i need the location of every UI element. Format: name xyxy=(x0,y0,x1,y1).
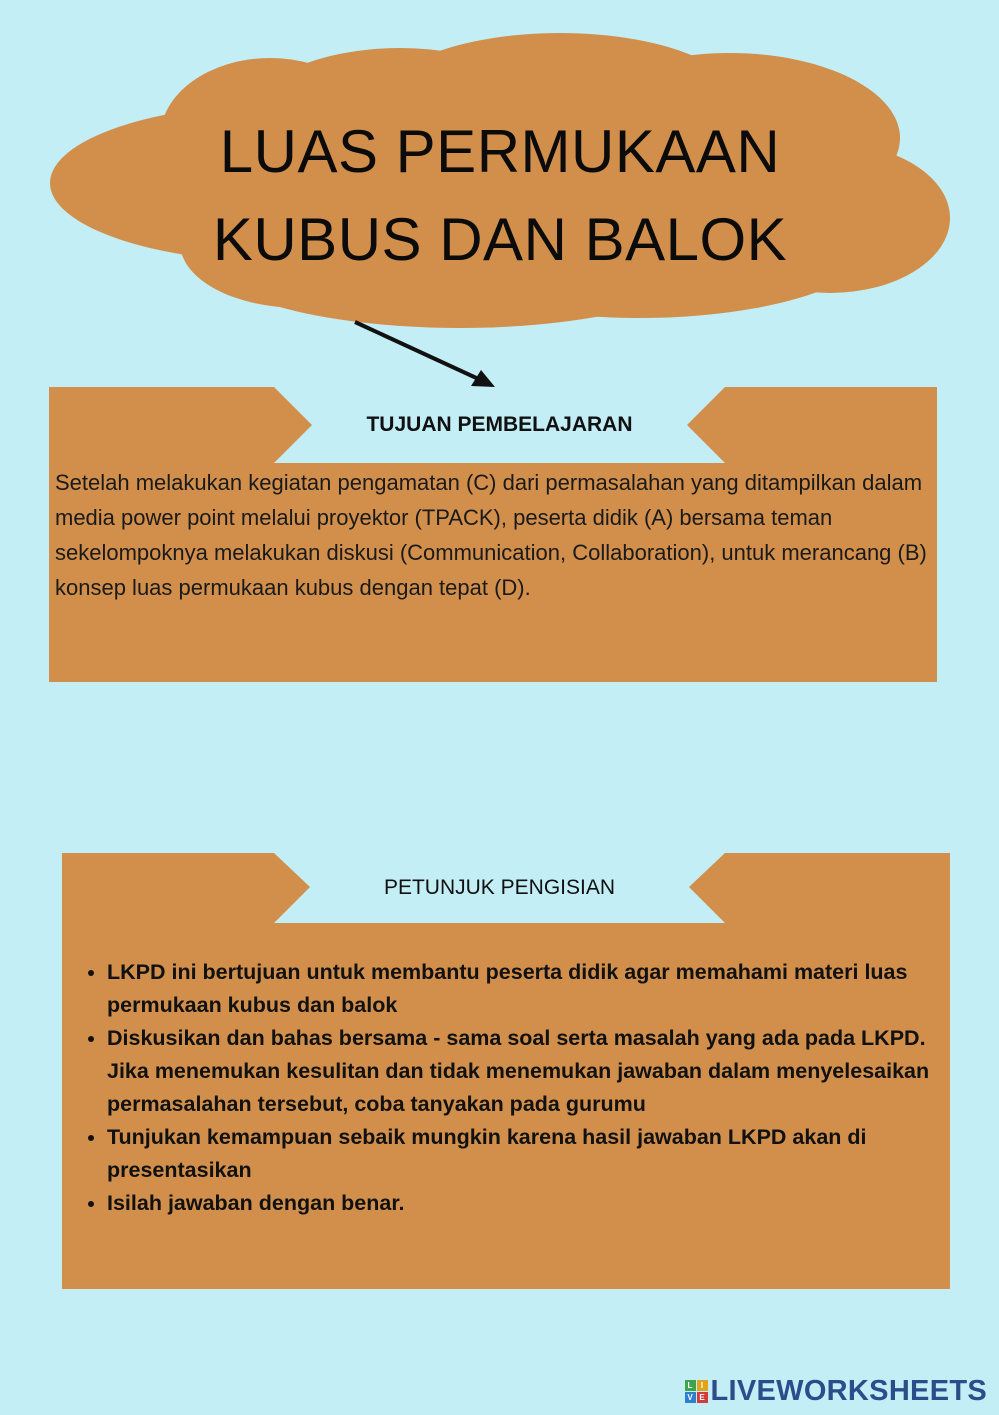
title-line-2: KUBUS DAN BALOK xyxy=(212,206,788,273)
page-title xyxy=(150,108,850,284)
list-item: • Tunjukan kemampuan sebaik mungkin karena hasil jawaban LKPD akan di presentasikan xyxy=(107,1121,950,1187)
list-item: • Isilah jawaban dengan benar. xyxy=(107,1187,950,1220)
brand-name: LIVEWORKSHEETS xyxy=(710,1374,987,1407)
objectives-text: Setelah melakukan kegiatan pengamatan (C) dari permasalahan yang ditampilkan dalam media power point melalui proyektor (TPACK), peserta didik (A) bersama teman sekelompoknya melakukan diskusi (Communication, Collaboration), untuk merancang (B) konsep luas permukaan kubus dengan tepat (D). xyxy=(55,470,927,600)
instructions-list xyxy=(62,956,950,1220)
footer-brand xyxy=(685,1374,988,1408)
title-line-1: LUAS PERMUKAAN xyxy=(219,118,781,185)
list-item: • Diskusikan dan bahas bersama - sama soal serta masalah yang ada pada LKPD. Jika menemukan kesulitan dan tidak menemukan jawaban dalam menyelesaikan permasalahan tersebut, coba tanyakan pada gurumu xyxy=(107,1022,950,1121)
instructions-heading: PETUNJUK PENGISIAN xyxy=(383,876,616,899)
liveworksheets-logo-icon: L I V E xyxy=(685,1380,708,1403)
objectives-heading: TUJUAN PEMBELAJARAN xyxy=(366,413,633,436)
list-item: • LKPD ini bertujuan untuk membantu peserta didik agar memahami materi luas permukaan kubus dan balok xyxy=(107,956,950,1022)
